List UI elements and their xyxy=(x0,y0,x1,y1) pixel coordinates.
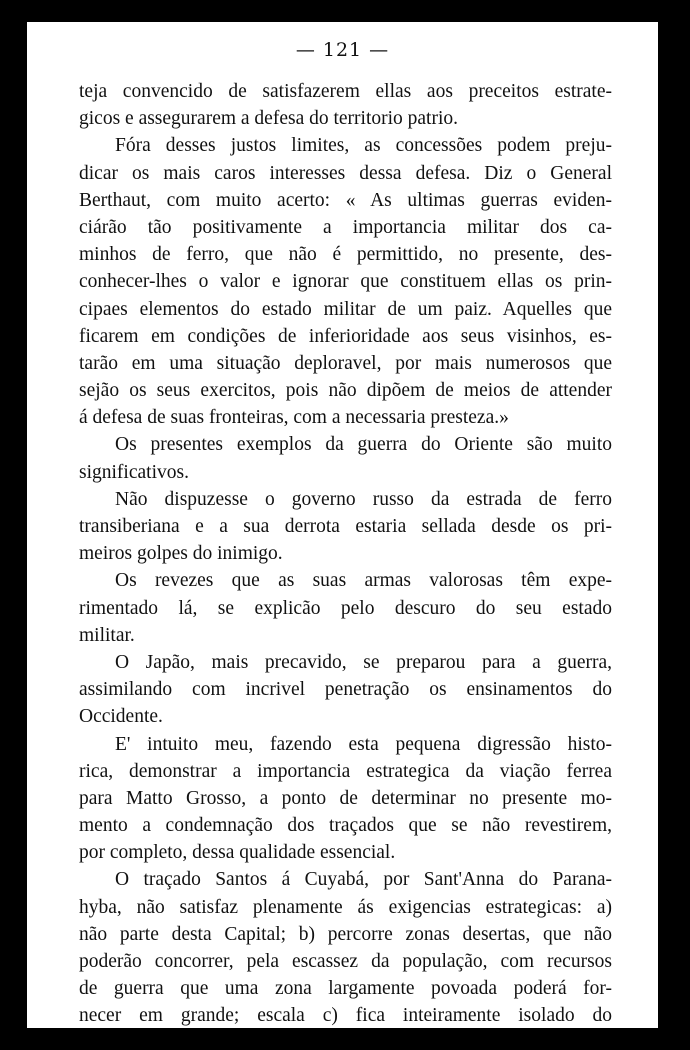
text-line: por completo, dessa qualidade essencial. xyxy=(79,842,396,864)
text-line: minhos de ferro, que não é permittido, no presente, des- xyxy=(79,244,612,266)
text-line: teja convencido de satisfazerem ellas aos preceitos estrate- xyxy=(79,81,612,102)
text-line: poderão concorrer, pela escassez da população, com recursos xyxy=(79,951,612,972)
book-page xyxy=(27,22,658,1028)
text-line: militar. xyxy=(79,624,135,646)
text-line: rica, demonstrar a importancia estrategica da viação ferrea xyxy=(79,760,612,782)
text-line: de guerra que uma zona largamente povoada poderá for- xyxy=(79,978,612,1000)
text-line: meiros golpes do inimigo. xyxy=(79,543,283,565)
page-body-text xyxy=(79,78,612,1028)
page-number: — 121 — xyxy=(295,39,390,61)
text-line: para Matto Grosso, a ponto de determinar no presente mo- xyxy=(79,787,612,809)
text-line: O traçado Santos á Cuyabá, por Sant'Anna do Parana- xyxy=(115,869,612,891)
text-line: hyba, não satisfaz plenamente ás exigencias estrategicas: a) xyxy=(79,896,612,918)
text-line: Os revezes que as suas armas valorosas têm expe- xyxy=(115,570,612,592)
text-line: necer em grande; escala c) fica inteiramente isolado do xyxy=(79,1005,612,1027)
text-line: rimentado lá, se explicão pelo descuro do seu estado xyxy=(79,597,612,619)
text-line: Não dispuzesse o governo russo da estrada de ferro xyxy=(115,488,612,510)
text-line: dicar os mais caros interesses dessa defesa. Diz o General xyxy=(79,162,612,184)
text-line: ciárão tão positivamente a importancia militar dos ca- xyxy=(79,216,612,238)
text-line: assimilando com incrivel penetração os ensinamentos do xyxy=(79,679,612,701)
text-line: Berthaut, com muito acerto: « As ultimas guerras eviden- xyxy=(79,189,612,211)
text-line: tarão em uma situação deploravel, por mais numerosos que xyxy=(79,352,612,374)
text-line: mento a condemnação dos traçados que se não revestirem, xyxy=(79,815,612,837)
text-line: E' intuito meu, fazendo esta pequena digressão histo- xyxy=(115,733,612,755)
text-line: transiberiana e a sua derrota estaria sellada desde os pri- xyxy=(79,516,612,537)
text-line: O Japão, mais precavido, se preparou para a guerra, xyxy=(115,651,612,673)
text-line: cipaes elementos do estado militar de um paiz. Aquelles que xyxy=(79,298,612,320)
text-line: Os presentes exemplos da guerra do Oriente são muito xyxy=(115,434,612,456)
text-line: Occidente. xyxy=(79,706,163,728)
text-line: sejão os seus exercitos, pois não dipõem de meios de attender xyxy=(79,380,612,402)
text-line: significativos. xyxy=(79,461,189,483)
text-line: ficarem em condições de inferioridade aos seus visinhos, es- xyxy=(79,325,612,347)
text-line: conhecer-lhes o valor e ignorar que constituem ellas os prin- xyxy=(79,271,612,293)
text-line: não parte desta Capital; b) percorre zonas desertas, que não xyxy=(79,923,612,945)
text-line: á defesa de suas fronteiras, com a necessaria presteza.» xyxy=(79,407,509,429)
text-line: Fóra desses justos limites, as concessões podem preju- xyxy=(115,135,612,157)
text-line: gicos e assegurarem a defesa do territorio patrio. xyxy=(79,108,459,130)
